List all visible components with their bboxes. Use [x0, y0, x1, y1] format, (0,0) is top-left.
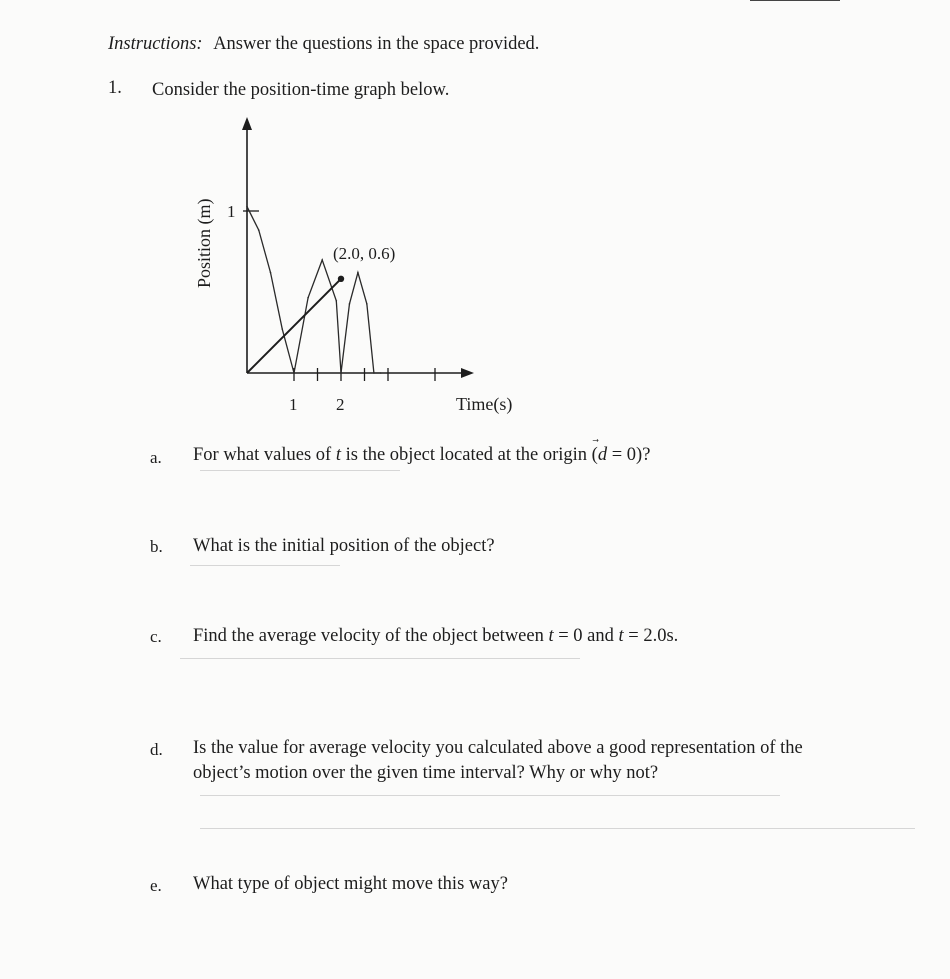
- part-c-letter: c.: [150, 627, 162, 646]
- part-d-letter: d.: [150, 740, 163, 759]
- part-d-line1: Is the value for average velocity you calculated above a good representation of the: [193, 738, 803, 758]
- curve-point: [373, 372, 375, 374]
- curve-point: [307, 297, 309, 299]
- part-c-eq1: = 0 and: [553, 626, 619, 646]
- part-a-pre: For what values of: [193, 445, 336, 465]
- position-curve: [247, 207, 381, 373]
- x-tick-label-1: 1: [289, 395, 298, 414]
- instructions-line: [108, 33, 539, 55]
- curve-point: [258, 229, 260, 231]
- answer-space-a: [200, 470, 400, 471]
- part-a-letter: a.: [150, 448, 162, 467]
- part-a-post: = 0)?: [607, 445, 651, 465]
- curve-point: [336, 300, 338, 302]
- part-c-t2: t: [618, 626, 624, 646]
- curve-point: [366, 303, 368, 305]
- curve-point: [293, 372, 295, 374]
- vector-d: [598, 445, 607, 465]
- curve-point: [246, 206, 248, 208]
- part-c-text: [193, 625, 678, 647]
- annotation-label: (2.0, 0.6): [333, 243, 396, 263]
- answer-space-d2: [200, 828, 915, 829]
- answer-space-d1: [200, 795, 780, 796]
- part-b-text: What is the initial position of the object?: [193, 536, 495, 556]
- question-number: 1.: [108, 78, 122, 98]
- curve-point: [281, 328, 283, 330]
- question-text: Consider the position-time graph below.: [152, 80, 450, 100]
- y-tick-label-1: 1: [227, 202, 236, 221]
- secant-line: [247, 279, 341, 373]
- y-axis-arrow-icon: [242, 117, 252, 130]
- part-c-eq2: = 2.0s.: [623, 626, 679, 646]
- instructions-text: Answer the questions in the space provided.: [213, 34, 540, 54]
- x-tick-label-2: 2: [336, 395, 345, 414]
- answer-space-c: [180, 658, 580, 659]
- part-e-letter: e.: [150, 876, 162, 895]
- scan-edge-line: [750, 0, 840, 1]
- annotation-point: [338, 276, 344, 282]
- curve-point: [380, 372, 382, 374]
- part-a-var: t: [335, 445, 341, 465]
- part-d-line2: object’s motion over the given time interval? Why or why not?: [193, 763, 659, 783]
- part-a-text: [193, 444, 650, 466]
- part-e-text: What type of object might move this way?: [193, 874, 508, 894]
- curve-point: [357, 272, 359, 274]
- part-b-letter: b.: [150, 537, 163, 556]
- x-axis-arrow-icon: [461, 368, 474, 378]
- part-c-t1: t: [548, 626, 554, 646]
- part-a-mid: is the object located at the origin (: [340, 445, 598, 465]
- curve-point: [349, 303, 351, 305]
- instructions-label: Instructions:: [108, 34, 203, 54]
- part-c-pre: Find the average velocity of the object between: [193, 626, 549, 646]
- y-axis-label: Position (m): [194, 198, 214, 288]
- curve-point: [321, 259, 323, 261]
- x-axis-label: Time(s): [456, 394, 513, 414]
- curve-point: [270, 272, 272, 274]
- vector-d-letter: d: [597, 445, 608, 465]
- curve-point: [340, 372, 342, 374]
- answer-space-b: [190, 565, 340, 566]
